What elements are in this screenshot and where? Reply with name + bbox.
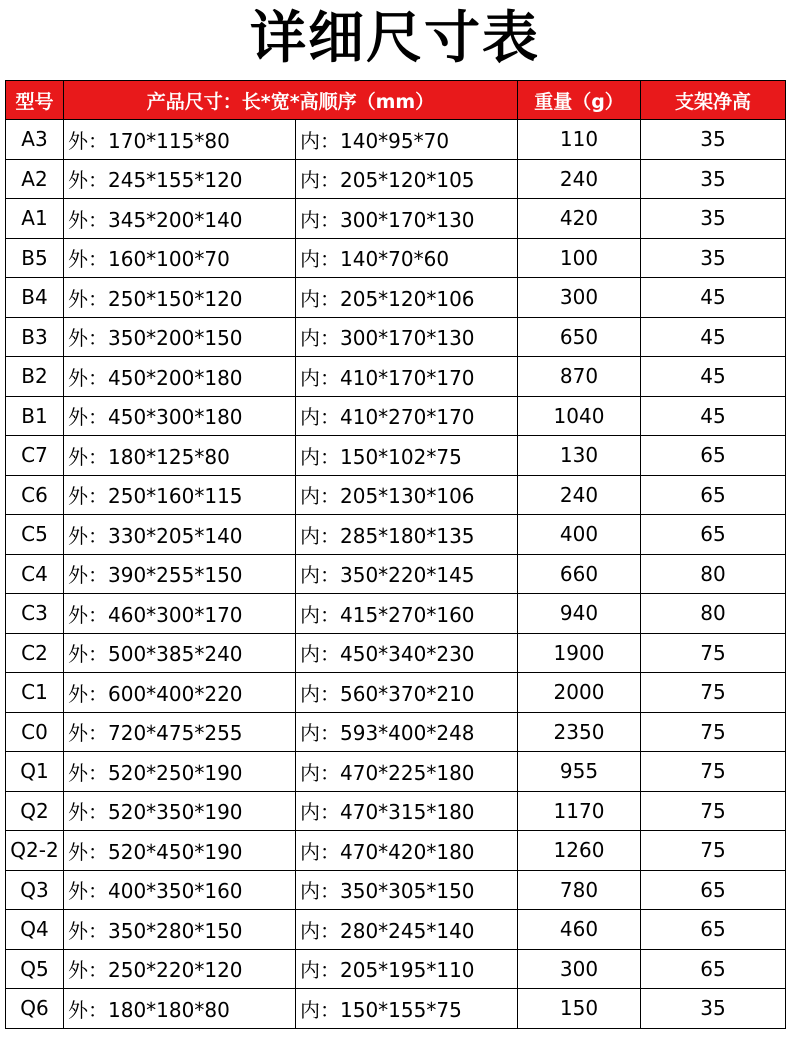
cell-model: Q4 xyxy=(6,910,64,950)
table-row xyxy=(6,515,786,555)
cell-outer-size: 外：450*200*180 xyxy=(64,357,296,397)
header-size: 产品尺寸：长*宽*高顺序（mm） xyxy=(64,81,518,120)
table-row xyxy=(6,633,786,673)
header-weight: 重量（g） xyxy=(518,81,641,120)
cell-inner-size: 内：150*102*75 xyxy=(296,436,518,476)
table-body xyxy=(6,120,786,1029)
cell-stand-height: 35 xyxy=(641,120,786,160)
cell-stand-height: 65 xyxy=(641,515,786,555)
cell-weight: 1900 xyxy=(518,633,641,673)
cell-outer-size: 外：180*125*80 xyxy=(64,436,296,476)
cell-outer-size: 外：390*255*150 xyxy=(64,554,296,594)
cell-outer-size: 外：460*300*170 xyxy=(64,594,296,634)
table-row xyxy=(6,870,786,910)
cell-weight: 400 xyxy=(518,515,641,555)
cell-weight: 2000 xyxy=(518,673,641,713)
table-row xyxy=(6,120,786,160)
cell-inner-size: 内：140*70*60 xyxy=(296,238,518,278)
cell-stand-height: 45 xyxy=(641,396,786,436)
header-height: 支架净高 xyxy=(641,81,786,120)
table-row xyxy=(6,594,786,634)
cell-model: B2 xyxy=(6,357,64,397)
cell-outer-size: 外：250*160*115 xyxy=(64,475,296,515)
cell-outer-size: 外：350*200*150 xyxy=(64,317,296,357)
cell-weight: 2350 xyxy=(518,712,641,752)
cell-model: C7 xyxy=(6,436,64,476)
cell-inner-size: 内：470*315*180 xyxy=(296,791,518,831)
cell-model: C2 xyxy=(6,633,64,673)
cell-model: Q5 xyxy=(6,949,64,989)
cell-weight: 130 xyxy=(518,436,641,476)
cell-stand-height: 75 xyxy=(641,712,786,752)
cell-stand-height: 65 xyxy=(641,870,786,910)
cell-stand-height: 45 xyxy=(641,357,786,397)
table-row xyxy=(6,238,786,278)
cell-model: C1 xyxy=(6,673,64,713)
cell-inner-size: 内：140*95*70 xyxy=(296,120,518,160)
cell-outer-size: 外：520*450*190 xyxy=(64,831,296,871)
cell-inner-size: 内：205*120*106 xyxy=(296,278,518,318)
cell-weight: 240 xyxy=(518,159,641,199)
cell-model: A2 xyxy=(6,159,64,199)
cell-stand-height: 75 xyxy=(641,673,786,713)
cell-inner-size: 内：285*180*135 xyxy=(296,515,518,555)
cell-outer-size: 外：400*350*160 xyxy=(64,870,296,910)
cell-model: Q6 xyxy=(6,989,64,1029)
cell-inner-size: 内：410*270*170 xyxy=(296,396,518,436)
cell-weight: 300 xyxy=(518,278,641,318)
table-header-row xyxy=(6,81,786,120)
cell-outer-size: 外：720*475*255 xyxy=(64,712,296,752)
table-row xyxy=(6,791,786,831)
cell-weight: 100 xyxy=(518,238,641,278)
cell-outer-size: 外：250*220*120 xyxy=(64,949,296,989)
cell-inner-size: 内：350*220*145 xyxy=(296,554,518,594)
cell-stand-height: 35 xyxy=(641,159,786,199)
cell-outer-size: 外：345*200*140 xyxy=(64,199,296,239)
header-model: 型号 xyxy=(6,81,64,120)
cell-model: C3 xyxy=(6,594,64,634)
cell-stand-height: 80 xyxy=(641,594,786,634)
cell-inner-size: 内：410*170*170 xyxy=(296,357,518,397)
cell-weight: 780 xyxy=(518,870,641,910)
cell-stand-height: 75 xyxy=(641,791,786,831)
cell-stand-height: 75 xyxy=(641,831,786,871)
cell-model: Q1 xyxy=(6,752,64,792)
cell-model: B1 xyxy=(6,396,64,436)
cell-stand-height: 35 xyxy=(641,238,786,278)
cell-outer-size: 外：160*100*70 xyxy=(64,238,296,278)
cell-inner-size: 内：205*130*106 xyxy=(296,475,518,515)
cell-weight: 420 xyxy=(518,199,641,239)
cell-weight: 940 xyxy=(518,594,641,634)
cell-model: C6 xyxy=(6,475,64,515)
table-row xyxy=(6,712,786,752)
page-title: 详细尺寸表 xyxy=(250,6,540,71)
cell-weight: 300 xyxy=(518,949,641,989)
cell-inner-size: 内：470*225*180 xyxy=(296,752,518,792)
table-row xyxy=(6,831,786,871)
cell-weight: 1170 xyxy=(518,791,641,831)
cell-outer-size: 外：520*250*190 xyxy=(64,752,296,792)
cell-stand-height: 75 xyxy=(641,752,786,792)
cell-stand-height: 65 xyxy=(641,436,786,476)
table-row xyxy=(6,673,786,713)
table-row xyxy=(6,910,786,950)
cell-outer-size: 外：600*400*220 xyxy=(64,673,296,713)
table-row xyxy=(6,554,786,594)
cell-model: B4 xyxy=(6,278,64,318)
table-row xyxy=(6,159,786,199)
cell-outer-size: 外：450*300*180 xyxy=(64,396,296,436)
cell-outer-size: 外：330*205*140 xyxy=(64,515,296,555)
cell-weight: 650 xyxy=(518,317,641,357)
table-row xyxy=(6,752,786,792)
cell-model: C4 xyxy=(6,554,64,594)
table-row xyxy=(6,949,786,989)
cell-inner-size: 内：593*400*248 xyxy=(296,712,518,752)
cell-model: Q2-2 xyxy=(6,831,64,871)
cell-inner-size: 内：300*170*130 xyxy=(296,199,518,239)
cell-outer-size: 外：350*280*150 xyxy=(64,910,296,950)
cell-stand-height: 75 xyxy=(641,633,786,673)
cell-model: C0 xyxy=(6,712,64,752)
cell-stand-height: 45 xyxy=(641,317,786,357)
cell-weight: 110 xyxy=(518,120,641,160)
table-row xyxy=(6,278,786,318)
cell-model: C5 xyxy=(6,515,64,555)
cell-weight: 1040 xyxy=(518,396,641,436)
cell-stand-height: 35 xyxy=(641,199,786,239)
cell-stand-height: 45 xyxy=(641,278,786,318)
cell-model: B3 xyxy=(6,317,64,357)
cell-outer-size: 外：250*150*120 xyxy=(64,278,296,318)
size-table xyxy=(5,80,786,1029)
table-row xyxy=(6,436,786,476)
cell-inner-size: 内：205*195*110 xyxy=(296,949,518,989)
table-row xyxy=(6,989,786,1029)
cell-inner-size: 内：205*120*105 xyxy=(296,159,518,199)
cell-outer-size: 外：500*385*240 xyxy=(64,633,296,673)
cell-model: A1 xyxy=(6,199,64,239)
cell-weight: 955 xyxy=(518,752,641,792)
table-row xyxy=(6,317,786,357)
cell-stand-height: 80 xyxy=(641,554,786,594)
cell-outer-size: 外：245*155*120 xyxy=(64,159,296,199)
table-row xyxy=(6,199,786,239)
cell-inner-size: 内：350*305*150 xyxy=(296,870,518,910)
cell-weight: 1260 xyxy=(518,831,641,871)
cell-outer-size: 外：170*115*80 xyxy=(64,120,296,160)
cell-inner-size: 内：300*170*130 xyxy=(296,317,518,357)
cell-model: A3 xyxy=(6,120,64,160)
cell-weight: 240 xyxy=(518,475,641,515)
table-row xyxy=(6,396,786,436)
cell-weight: 660 xyxy=(518,554,641,594)
cell-stand-height: 65 xyxy=(641,949,786,989)
cell-model: Q3 xyxy=(6,870,64,910)
cell-model: Q2 xyxy=(6,791,64,831)
cell-inner-size: 内：415*270*160 xyxy=(296,594,518,634)
cell-outer-size: 外：180*180*80 xyxy=(64,989,296,1029)
cell-stand-height: 65 xyxy=(641,910,786,950)
cell-outer-size: 外：520*350*190 xyxy=(64,791,296,831)
cell-stand-height: 35 xyxy=(641,989,786,1029)
cell-weight: 460 xyxy=(518,910,641,950)
cell-inner-size: 内：450*340*230 xyxy=(296,633,518,673)
cell-inner-size: 内：280*245*140 xyxy=(296,910,518,950)
table-row xyxy=(6,475,786,515)
cell-inner-size: 内：560*370*210 xyxy=(296,673,518,713)
cell-weight: 150 xyxy=(518,989,641,1029)
cell-weight: 870 xyxy=(518,357,641,397)
cell-model: B5 xyxy=(6,238,64,278)
table-row xyxy=(6,357,786,397)
cell-inner-size: 内：150*155*75 xyxy=(296,989,518,1029)
cell-inner-size: 内：470*420*180 xyxy=(296,831,518,871)
cell-stand-height: 65 xyxy=(641,475,786,515)
